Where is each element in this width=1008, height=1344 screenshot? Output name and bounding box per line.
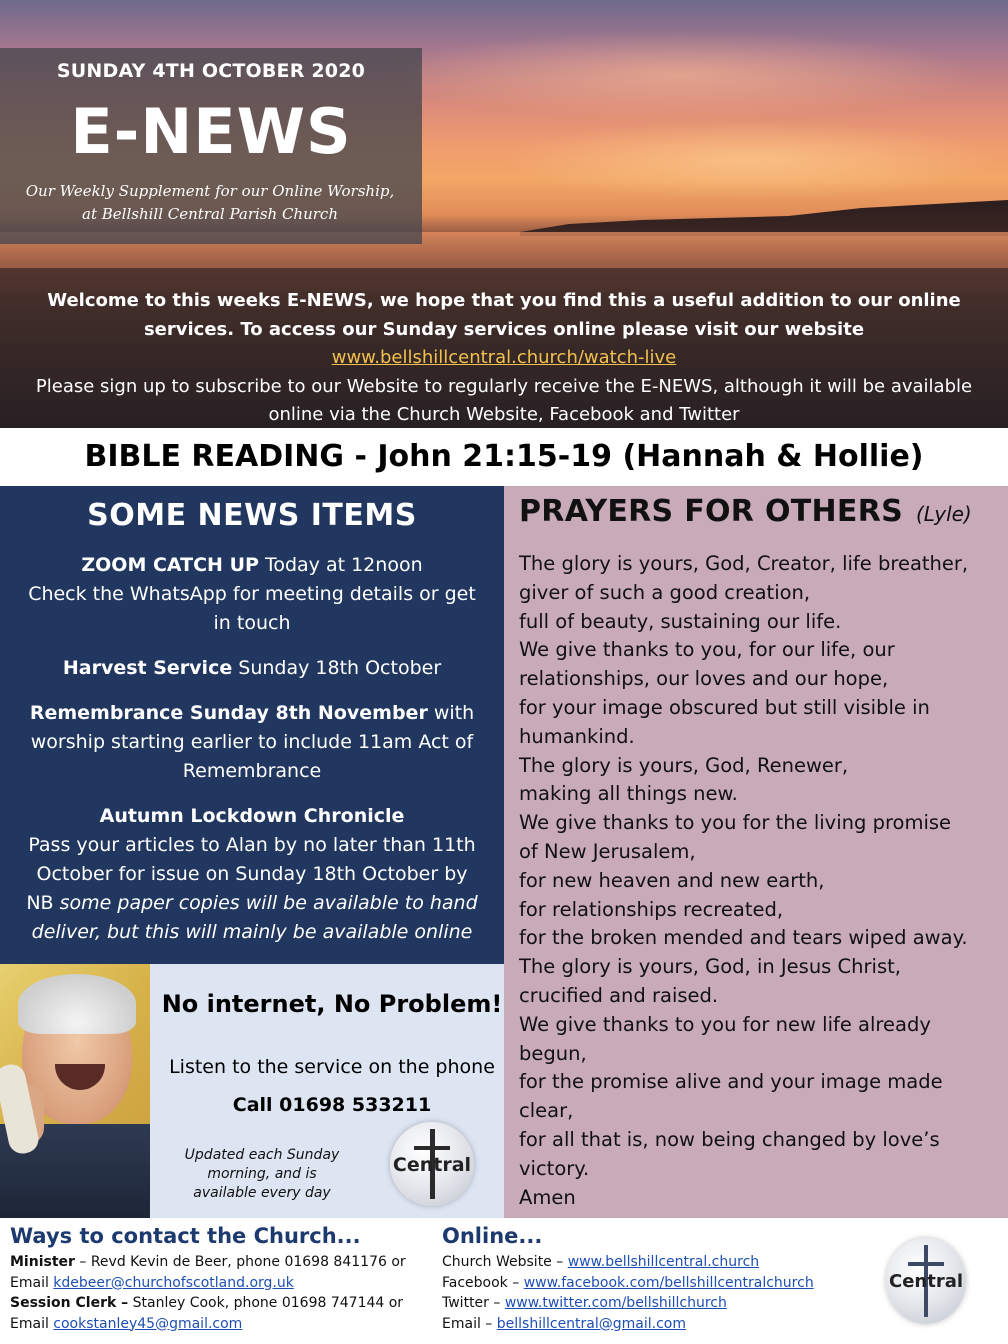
email-label: Email –	[442, 1315, 497, 1332]
news-item-line	[10, 889, 494, 918]
prayer-line: relationships, our loves and our hope,	[519, 667, 889, 691]
news-item-line: worship starting earlier to include 11am Act of	[30, 731, 474, 753]
prayer-line: We give thanks to you for the living promise	[519, 811, 952, 835]
updated-line: Updated each Sunday	[184, 1147, 340, 1163]
minister-email-link[interactable]: kdebeer@churchofscotland.org.uk	[53, 1274, 294, 1291]
subtitle-line: Our Weekly Supplement for our Online Worship,	[25, 182, 395, 200]
news-item-line: in touch	[213, 612, 291, 634]
news-item-remembrance	[10, 699, 494, 786]
twitter-line	[442, 1293, 862, 1314]
contact-heading: Ways to contact the Church...	[10, 1224, 361, 1248]
newsletter-title: E-NEWS	[70, 95, 352, 168]
online-heading: Online...	[442, 1224, 543, 1248]
minister-email-line	[10, 1273, 430, 1294]
prayer-line: victory.	[519, 1156, 590, 1180]
prayer-line: giver of such a good creation,	[519, 580, 811, 604]
phone-panel-updated	[172, 1146, 352, 1203]
email-line	[442, 1314, 862, 1335]
facebook-label: Facebook –	[442, 1274, 524, 1291]
twitter-link[interactable]: www.twitter.com/bellshillchurch	[504, 1295, 727, 1311]
prayer-line: We give thanks to you for new life already	[519, 1012, 931, 1036]
news-item-harvest	[10, 654, 494, 683]
news-item-line	[10, 699, 494, 728]
news-item-line: Remembrance	[182, 760, 322, 782]
clerk-text: Stanley Cook, phone 01698 747144 or	[128, 1295, 404, 1311]
news-item-line: October for issue on Sunday 18th October by	[36, 863, 468, 885]
prayer-line: for new heaven and new earth,	[519, 868, 825, 892]
online-section	[442, 1224, 862, 1334]
welcome-line: Please sign up to subscribe to our Website to regularly receive the E-NEWS, although it will be available	[35, 375, 973, 397]
news-item-chronicle	[10, 802, 494, 947]
welcome-message	[0, 287, 1008, 430]
prayer-line: for all that is, now being changed by love’s	[519, 1127, 940, 1151]
prayers-heading: PRAYERS FOR OTHERS	[519, 494, 904, 529]
news-item-title: ZOOM CATCH UP	[81, 554, 259, 576]
logo-text: Central	[392, 1153, 472, 1176]
prayer-line: for the promise alive and your image made	[519, 1070, 943, 1094]
prayer-line: full of beauty, sustaining our life.	[519, 609, 842, 633]
prayer-line: humankind.	[519, 724, 635, 748]
church-logo-footer	[886, 1238, 966, 1324]
welcome-line: online via the Church Website, Facebook and Twitter	[268, 404, 740, 425]
prayer-line: for the broken mended and tears wiped away.	[519, 926, 968, 950]
news-item-title: Autumn Lockdown Chronicle	[99, 805, 405, 827]
news-item-zoom	[10, 551, 494, 638]
man-on-phone-photo	[0, 964, 150, 1218]
phone-service-panel	[0, 964, 504, 1218]
prayers-author: (Lyle)	[916, 502, 972, 526]
prayer-line: Amen	[519, 1185, 576, 1209]
cross-icon	[908, 1262, 943, 1266]
welcome-line: services. To access our Sunday services online please visit our website	[143, 318, 865, 340]
prayer-line: The glory is yours, God, Renewer,	[519, 753, 849, 777]
email-label: Email	[10, 1274, 54, 1291]
facebook-link[interactable]: www.facebook.com/bellshillcentralchurch	[523, 1274, 814, 1291]
news-item-line: Check the WhatsApp for meeting details or get	[28, 583, 476, 605]
news-item-line: Pass your articles to Alan by no later than 11th	[28, 834, 476, 856]
prayer-line: for your image obscured but still visible in	[519, 695, 930, 719]
sunset-cloud	[380, 30, 980, 120]
news-item-text: NB	[26, 892, 60, 914]
prayer-text	[519, 550, 1001, 1212]
prayer-line: of New Jerusalem,	[519, 839, 696, 863]
clerk-email-link[interactable]: cookstanley45@gmail.com	[53, 1315, 243, 1332]
phone-panel-title: No internet, No Problem!	[161, 990, 503, 1018]
prayer-line: The glory is yours, God, in Jesus Christ,	[519, 955, 901, 979]
bible-reading-banner: BIBLE READING - John 21:15-19 (Hannah & Hollie)	[0, 428, 1008, 486]
issue-date: SUNDAY 4TH OCTOBER 2020	[56, 60, 366, 82]
watch-live-link[interactable]: www.bellshillcentral.church/watch-live	[331, 347, 677, 368]
sunset-cloud	[500, 120, 1000, 200]
clerk-line	[10, 1293, 430, 1314]
phone-panel-listen: Listen to the service on the phone	[169, 1056, 495, 1078]
news-item-text: Today at 12noon	[258, 554, 423, 576]
news-item-text: with	[427, 702, 475, 724]
news-item-title: Harvest Service	[62, 657, 233, 679]
news-item-title: Remembrance Sunday 8th November	[29, 702, 428, 724]
minister-label: Minister	[10, 1254, 75, 1270]
updated-line: morning, and is	[207, 1166, 317, 1182]
minister-line	[10, 1252, 430, 1273]
prayer-line: for relationships recreated,	[519, 897, 784, 921]
news-item-text: Sunday 18th October	[232, 657, 442, 679]
website-line	[442, 1252, 862, 1273]
twitter-label: Twitter –	[442, 1295, 505, 1311]
prayer-line: We give thanks to you, for our life, our	[519, 638, 895, 662]
welcome-line: Welcome to this weeks E-NEWS, we hope that you find this a useful addition to our online	[47, 290, 961, 311]
footer	[0, 1218, 1008, 1344]
updated-line: available every day	[193, 1185, 331, 1201]
news-item-line	[10, 551, 494, 580]
photo-hair	[18, 974, 136, 1034]
prayer-line: The glory is yours, God, Creator, life breather,	[519, 552, 969, 575]
cross-icon	[414, 1146, 451, 1150]
prayer-line: clear,	[519, 1099, 574, 1123]
prayer-line: crucified and raised.	[519, 983, 719, 1007]
logo-text: Central	[888, 1270, 964, 1292]
newsletter-subtitle	[10, 180, 410, 226]
clerk-email-line	[10, 1314, 430, 1335]
treeline	[520, 196, 1008, 236]
phone-panel-call: Call 01698 533211	[232, 1094, 432, 1116]
website-label: Church Website –	[442, 1254, 568, 1270]
church-email-link[interactable]: bellshillcentral@gmail.com	[496, 1315, 686, 1332]
prayers-panel	[504, 486, 1008, 1218]
news-item-italic: some paper copies will be available to hand	[59, 892, 478, 914]
website-link[interactable]: www.bellshillcentral.church	[567, 1254, 760, 1270]
watch-live-link-row	[0, 344, 1008, 373]
contact-section	[10, 1224, 430, 1334]
news-heading: SOME NEWS ITEMS	[87, 498, 417, 533]
church-logo	[390, 1122, 474, 1206]
prayer-line: making all things new.	[519, 782, 738, 806]
facebook-line	[442, 1273, 862, 1294]
clerk-label: Session Clerk –	[10, 1295, 129, 1311]
news-items-panel	[0, 486, 504, 964]
email-label: Email	[10, 1315, 54, 1332]
prayer-line: begun,	[519, 1041, 587, 1065]
news-item-italic: deliver, but this will mainly be available online	[31, 921, 473, 943]
minister-text: – Revd Kevin de Beer, phone 01698 841176 or	[74, 1254, 406, 1270]
subtitle-line: at Bellshill Central Parish Church	[82, 205, 338, 223]
